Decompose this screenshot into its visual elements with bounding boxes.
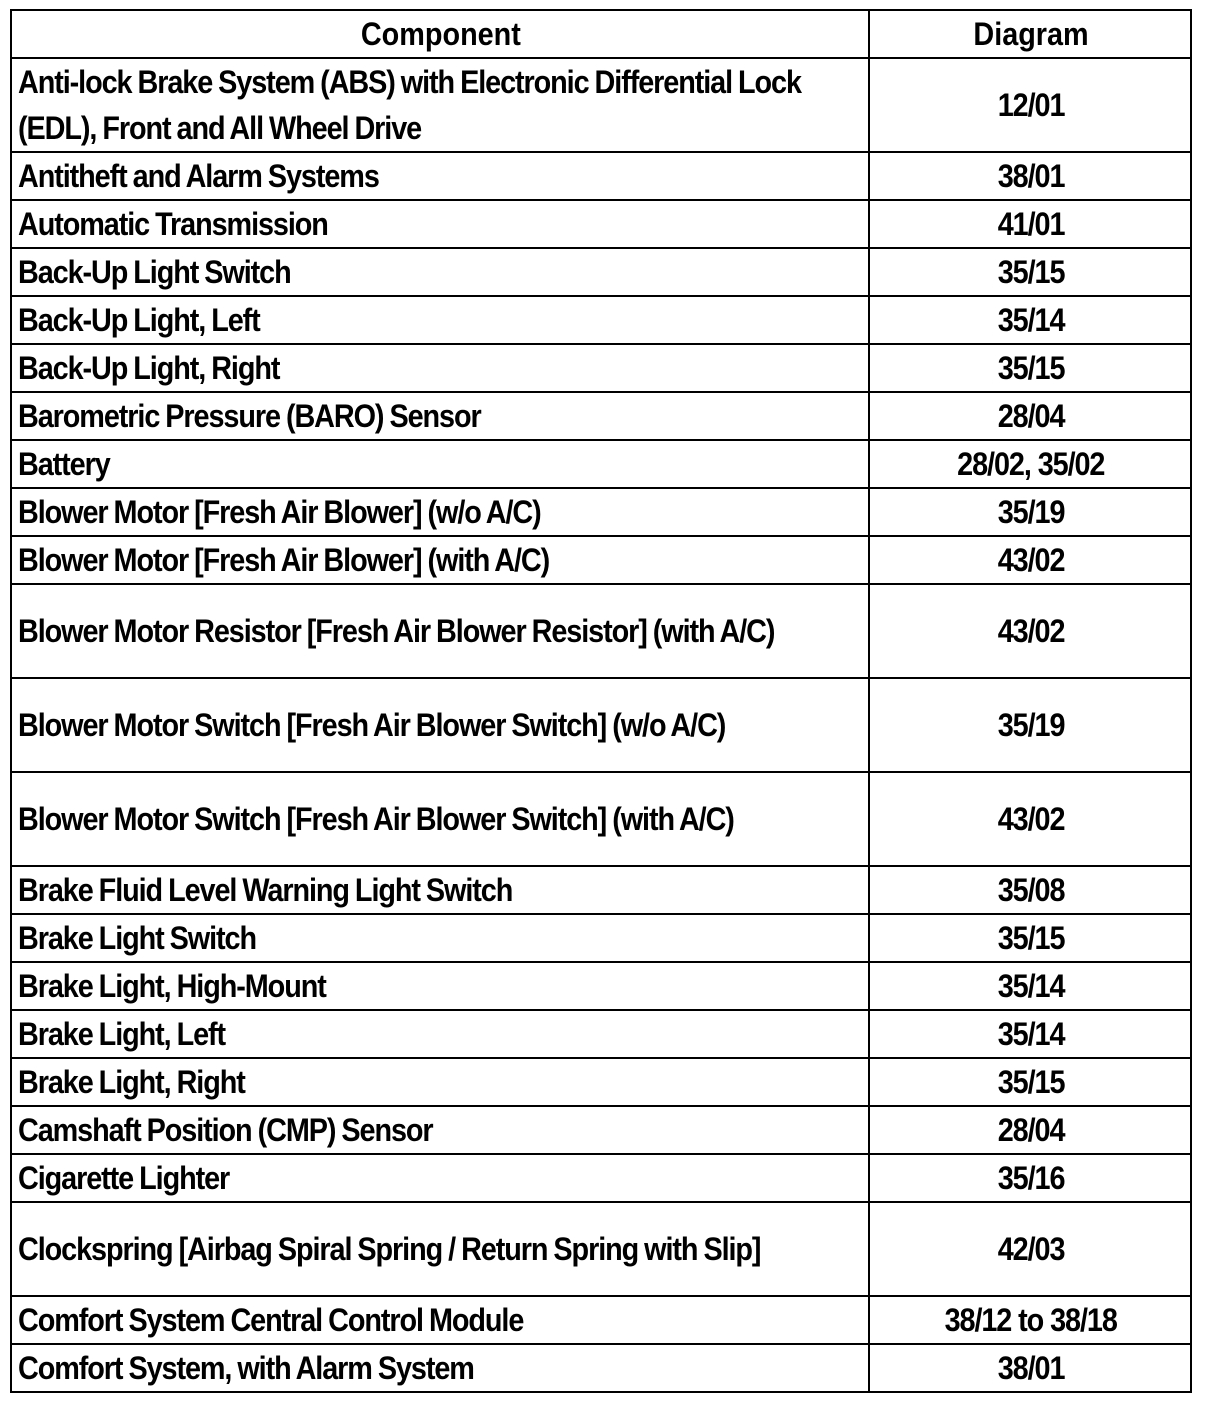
diagram-cell: 35/19 bbox=[869, 678, 1191, 772]
table-row bbox=[11, 1344, 1191, 1392]
table-row bbox=[11, 58, 1191, 152]
table-row bbox=[11, 866, 1191, 914]
table-row bbox=[11, 488, 1191, 536]
diagram-cell: 28/02, 35/02 bbox=[869, 440, 1191, 488]
diagram-cell: 35/15 bbox=[869, 248, 1191, 296]
table-row bbox=[11, 536, 1191, 584]
component-cell: Brake Light Switch bbox=[11, 914, 869, 962]
diagram-cell: 35/08 bbox=[869, 866, 1191, 914]
table-header-row bbox=[11, 10, 1191, 58]
component-cell: Blower Motor [Fresh Air Blower] (with A/C) bbox=[11, 536, 869, 584]
table-row bbox=[11, 296, 1191, 344]
table-row bbox=[11, 200, 1191, 248]
component-cell: Anti-lock Brake System (ABS) with Electronic Differential Lock (EDL), Front and All Wheel Drive bbox=[11, 58, 869, 152]
component-cell: Camshaft Position (CMP) Sensor bbox=[11, 1106, 869, 1154]
diagram-cell: 28/04 bbox=[869, 392, 1191, 440]
diagram-cell: 35/15 bbox=[869, 1058, 1191, 1106]
component-cell: Cigarette Lighter bbox=[11, 1154, 869, 1202]
component-cell: Blower Motor Switch [Fresh Air Blower Switch] (w/o A/C) bbox=[11, 678, 869, 772]
table-row bbox=[11, 1106, 1191, 1154]
diagram-cell: 43/02 bbox=[869, 536, 1191, 584]
table-row bbox=[11, 1296, 1191, 1344]
component-cell: Automatic Transmission bbox=[11, 200, 869, 248]
diagram-cell: 35/15 bbox=[869, 914, 1191, 962]
component-cell: Blower Motor [Fresh Air Blower] (w/o A/C) bbox=[11, 488, 869, 536]
diagram-cell: 12/01 bbox=[869, 58, 1191, 152]
table-row bbox=[11, 962, 1191, 1010]
diagram-cell: 35/16 bbox=[869, 1154, 1191, 1202]
diagram-cell: 42/03 bbox=[869, 1202, 1191, 1296]
diagram-cell: 38/01 bbox=[869, 1344, 1191, 1392]
table-row bbox=[11, 914, 1191, 962]
table-row bbox=[11, 248, 1191, 296]
component-cell: Back-Up Light, Left bbox=[11, 296, 869, 344]
column-header-component: Component bbox=[11, 10, 869, 58]
component-cell: Back-Up Light, Right bbox=[11, 344, 869, 392]
component-cell: Brake Fluid Level Warning Light Switch bbox=[11, 866, 869, 914]
table-row bbox=[11, 440, 1191, 488]
component-cell: Clockspring [Airbag Spiral Spring / Return Spring with Slip] bbox=[11, 1202, 869, 1296]
component-table bbox=[10, 9, 1192, 1393]
component-cell: Blower Motor Resistor [Fresh Air Blower Resistor] (with A/C) bbox=[11, 584, 869, 678]
diagram-cell: 28/04 bbox=[869, 1106, 1191, 1154]
table-row bbox=[11, 392, 1191, 440]
component-cell: Brake Light, Right bbox=[11, 1058, 869, 1106]
component-cell: Barometric Pressure (BARO) Sensor bbox=[11, 392, 869, 440]
table-row bbox=[11, 1202, 1191, 1296]
diagram-cell: 43/02 bbox=[869, 584, 1191, 678]
component-cell: Brake Light, Left bbox=[11, 1010, 869, 1058]
diagram-cell: 35/14 bbox=[869, 1010, 1191, 1058]
component-cell: Comfort System Central Control Module bbox=[11, 1296, 869, 1344]
table-row bbox=[11, 344, 1191, 392]
table-row bbox=[11, 772, 1191, 866]
component-cell: Blower Motor Switch [Fresh Air Blower Switch] (with A/C) bbox=[11, 772, 869, 866]
component-cell: Back-Up Light Switch bbox=[11, 248, 869, 296]
component-cell: Antitheft and Alarm Systems bbox=[11, 152, 869, 200]
table-row bbox=[11, 584, 1191, 678]
component-cell: Brake Light, High-Mount bbox=[11, 962, 869, 1010]
diagram-cell: 38/12 to 38/18 bbox=[869, 1296, 1191, 1344]
component-diagram-index bbox=[10, 9, 1190, 1393]
diagram-cell: 43/02 bbox=[869, 772, 1191, 866]
diagram-cell: 35/19 bbox=[869, 488, 1191, 536]
table-row bbox=[11, 1154, 1191, 1202]
diagram-cell: 35/14 bbox=[869, 962, 1191, 1010]
component-cell: Battery bbox=[11, 440, 869, 488]
diagram-cell: 35/15 bbox=[869, 344, 1191, 392]
table-row bbox=[11, 1058, 1191, 1106]
diagram-cell: 35/14 bbox=[869, 296, 1191, 344]
table-row bbox=[11, 678, 1191, 772]
component-cell: Comfort System, with Alarm System bbox=[11, 1344, 869, 1392]
column-header-diagram: Diagram bbox=[869, 10, 1191, 58]
diagram-cell: 38/01 bbox=[869, 152, 1191, 200]
table-row bbox=[11, 152, 1191, 200]
table-row bbox=[11, 1010, 1191, 1058]
diagram-cell: 41/01 bbox=[869, 200, 1191, 248]
